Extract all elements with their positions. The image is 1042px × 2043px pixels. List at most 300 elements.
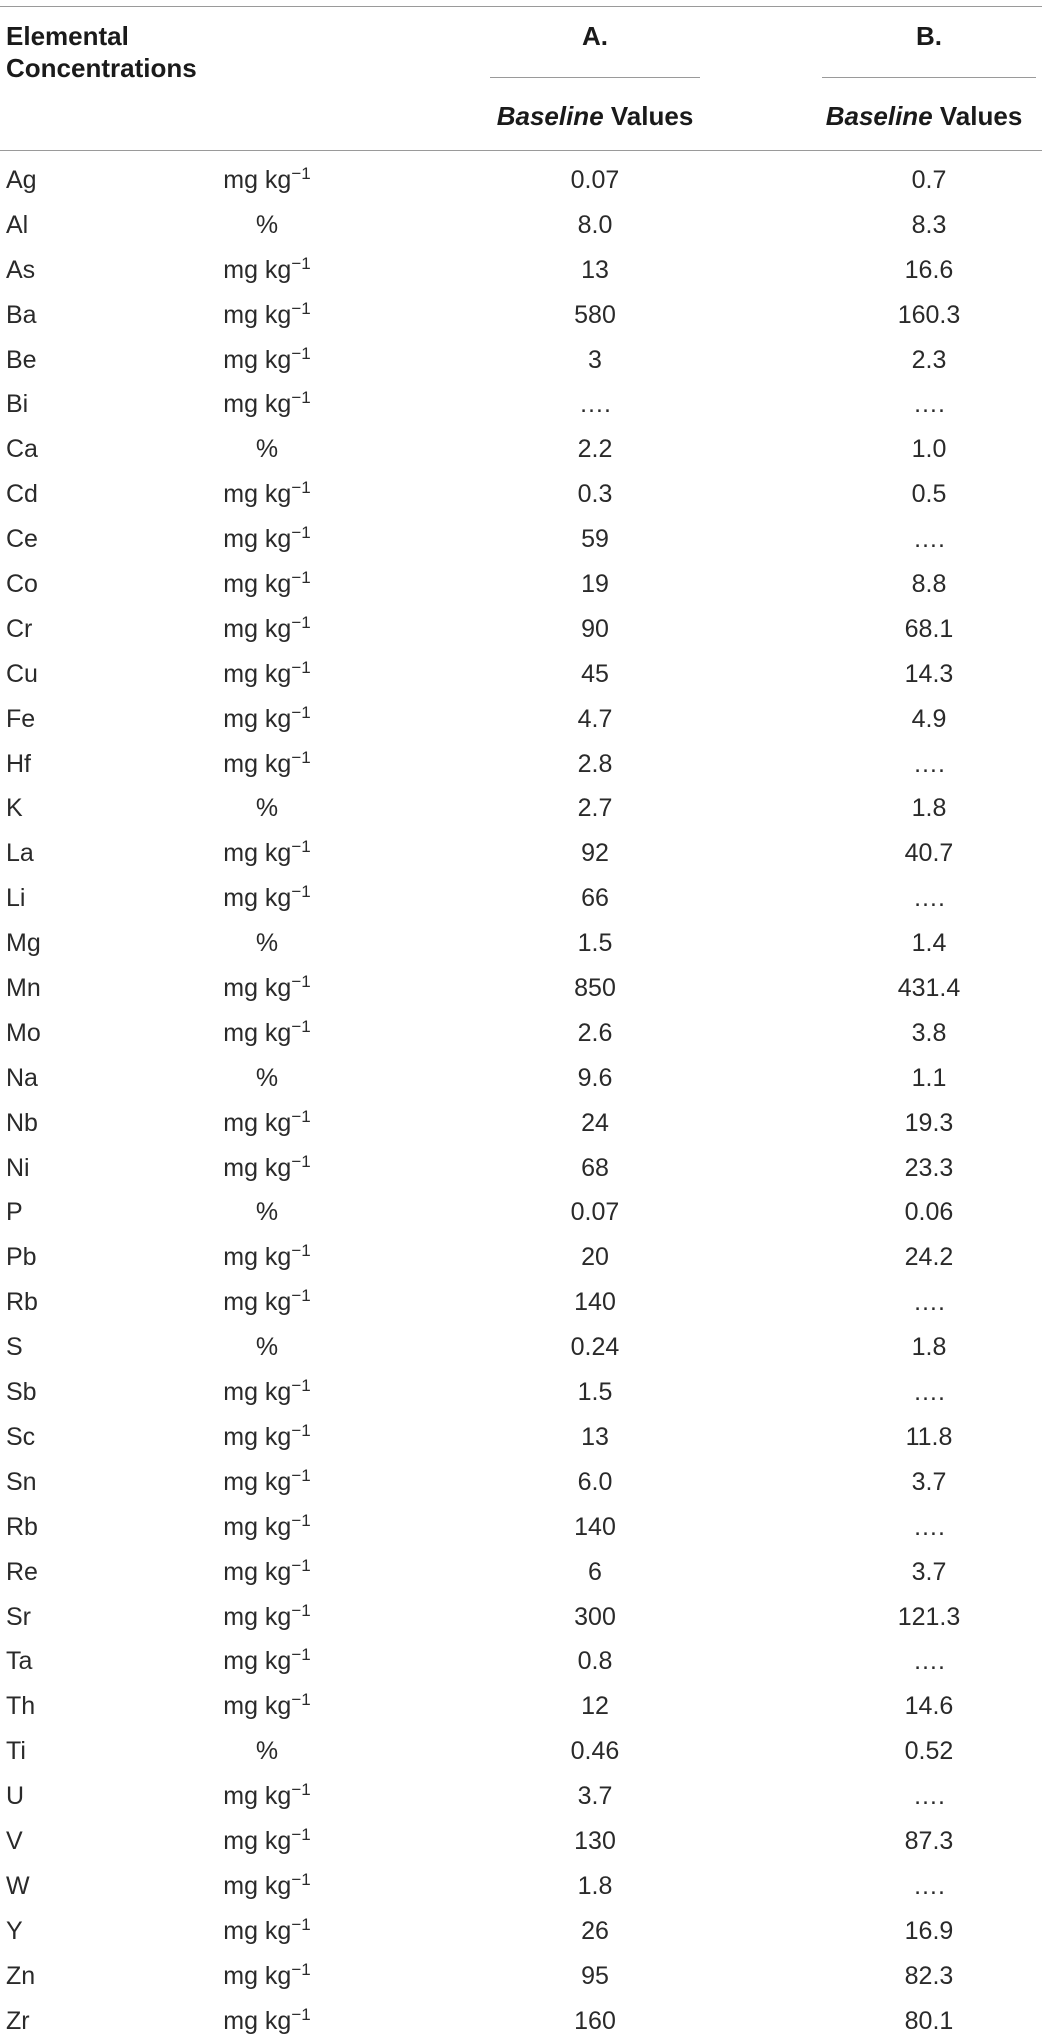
element-cell: Cr	[6, 614, 33, 643]
baseline-a-cell: 26	[581, 1916, 609, 1945]
column-a-spanner-rule	[490, 77, 700, 78]
baseline-b-cell: 19.3	[904, 1108, 954, 1137]
unit-cell	[186, 1639, 348, 1684]
baseline-b-cell: 8.3	[911, 210, 947, 239]
unit-text: %	[255, 1198, 279, 1227]
element-cell: Zn	[6, 1961, 36, 1990]
baseline-b-cell: ….	[913, 1782, 945, 1811]
unit-cell	[186, 1864, 348, 1909]
unit-text: mg kg	[223, 2006, 292, 2035]
table-row	[0, 1415, 1042, 1460]
baseline-b-cell: 8.8	[911, 570, 947, 599]
table-row	[0, 697, 1042, 742]
row-label-header: Elemental Concentrations	[6, 21, 197, 83]
baseline-a-cell: ….	[579, 390, 611, 419]
column-a-subheader-rest: Values	[603, 101, 694, 131]
baseline-b-cell: ….	[913, 1378, 945, 1407]
unit-exponent: −1	[291, 882, 311, 902]
table-row	[0, 1190, 1042, 1235]
baseline-b-cell: ….	[913, 1871, 945, 1900]
baseline-b-cell: 0.52	[904, 1737, 954, 1766]
unit-cell	[186, 427, 348, 472]
unit-text: mg kg	[223, 1826, 292, 1855]
unit-exponent: −1	[291, 657, 311, 677]
element-cell: Ce	[6, 525, 38, 554]
column-b-spanner-rule	[822, 77, 1036, 78]
baseline-a-cell: 1.5	[577, 929, 613, 958]
unit-text: mg kg	[223, 1557, 292, 1586]
element-cell: Ni	[6, 1153, 30, 1182]
baseline-b-cell: 1.1	[911, 1063, 947, 1092]
column-b-subheader-rest: Values	[932, 101, 1023, 131]
unit-cell	[186, 517, 348, 562]
element-cell: Sb	[6, 1378, 37, 1407]
table-row	[0, 562, 1042, 607]
baseline-b-cell: 0.06	[904, 1198, 954, 1227]
unit-text: mg kg	[223, 1916, 292, 1945]
table-row	[0, 921, 1042, 966]
element-cell: K	[6, 794, 23, 823]
element-cell: Rb	[6, 1512, 38, 1541]
baseline-a-cell: 140	[574, 1288, 616, 1317]
unit-exponent: −1	[291, 1555, 311, 1575]
table-row	[0, 1325, 1042, 1370]
unit-exponent: −1	[291, 1959, 311, 1979]
table-row	[0, 1280, 1042, 1325]
unit-text: %	[255, 929, 279, 958]
unit-text: mg kg	[223, 1512, 292, 1541]
table-row	[0, 203, 1042, 248]
baseline-a-cell: 2.7	[577, 794, 613, 823]
baseline-b-cell: 11.8	[905, 1422, 953, 1451]
table-row	[0, 1460, 1042, 1505]
unit-cell	[186, 562, 348, 607]
element-cell: W	[6, 1871, 30, 1900]
table-body	[0, 158, 1042, 2043]
element-cell: Ag	[6, 166, 37, 194]
unit-text: %	[255, 210, 279, 239]
unit-cell	[186, 607, 348, 652]
unit-exponent: −1	[291, 1376, 311, 1396]
element-cell: Fe	[6, 704, 36, 733]
baseline-a-cell: 59	[581, 525, 609, 554]
table-row	[0, 1595, 1042, 1640]
unit-cell	[186, 1774, 348, 1819]
table-top-rule	[0, 6, 1042, 7]
baseline-b-cell: 16.6	[904, 255, 954, 284]
table-row	[0, 786, 1042, 831]
table-row	[0, 293, 1042, 338]
unit-cell	[186, 1415, 348, 1460]
unit-cell	[186, 697, 348, 742]
unit-text: mg kg	[223, 345, 292, 374]
baseline-a-cell: 24	[581, 1108, 609, 1137]
baseline-b-cell: ….	[913, 884, 945, 913]
unit-exponent: −1	[291, 523, 311, 543]
element-cell: Cd	[6, 480, 38, 509]
unit-text: mg kg	[223, 659, 292, 688]
unit-text: mg kg	[223, 1692, 292, 1721]
baseline-a-cell: 160	[574, 2006, 616, 2035]
element-cell: U	[6, 1782, 25, 1811]
baseline-a-cell: 0.8	[577, 1647, 613, 1676]
unit-text: mg kg	[223, 1647, 292, 1676]
table-row	[0, 1999, 1042, 2043]
baseline-a-cell: 68	[581, 1153, 609, 1182]
baseline-a-cell: 6	[588, 1557, 602, 1586]
table-row	[0, 1101, 1042, 1146]
unit-exponent: −1	[291, 2004, 311, 2024]
table-row	[0, 876, 1042, 921]
table-row	[0, 1864, 1042, 1909]
table-row	[0, 1370, 1042, 1415]
element-cell: Sr	[6, 1602, 31, 1631]
baseline-a-cell: 6.0	[577, 1467, 613, 1496]
unit-cell	[186, 1101, 348, 1146]
unit-exponent: −1	[291, 972, 311, 992]
unit-text: mg kg	[223, 1961, 292, 1990]
table-row	[0, 1550, 1042, 1595]
baseline-b-cell: ….	[913, 390, 945, 419]
element-cell: P	[6, 1198, 23, 1227]
unit-exponent: −1	[291, 298, 311, 318]
baseline-b-cell: 3.8	[911, 1018, 947, 1047]
element-cell: Hf	[6, 749, 31, 778]
baseline-b-cell: 3.7	[911, 1467, 947, 1496]
unit-text: mg kg	[223, 1782, 292, 1811]
unit-exponent: −1	[291, 1510, 311, 1530]
unit-exponent: −1	[291, 1151, 311, 1171]
unit-cell	[186, 1595, 348, 1640]
baseline-a-cell: 8.0	[577, 210, 613, 239]
unit-cell	[186, 1460, 348, 1505]
unit-text: mg kg	[223, 749, 292, 778]
baseline-a-cell: 90	[581, 614, 609, 643]
baseline-b-cell: 23.3	[904, 1153, 954, 1182]
unit-cell	[186, 1819, 348, 1864]
unit-cell	[186, 338, 348, 383]
baseline-a-cell: 45	[581, 659, 609, 688]
unit-exponent: −1	[291, 1106, 311, 1126]
table-row	[0, 1146, 1042, 1191]
baseline-b-cell: 2.3	[911, 345, 947, 374]
unit-exponent: −1	[291, 164, 311, 183]
column-a-subheader	[470, 100, 720, 132]
unit-cell	[186, 831, 348, 876]
unit-text: mg kg	[223, 704, 292, 733]
table-row	[0, 427, 1042, 472]
table-row	[0, 1505, 1042, 1550]
unit-text: mg kg	[223, 884, 292, 913]
baseline-b-cell: 87.3	[904, 1826, 954, 1855]
baseline-b-cell: 1.8	[911, 1333, 947, 1362]
unit-text: %	[255, 1063, 279, 1092]
baseline-b-cell: 68.1	[904, 614, 954, 643]
element-cell: Ba	[6, 300, 37, 329]
unit-exponent: −1	[291, 1600, 311, 1620]
unit-exponent: −1	[291, 388, 311, 408]
baseline-b-cell: 0.5	[911, 480, 947, 509]
baseline-a-cell: 3	[588, 345, 602, 374]
unit-text: mg kg	[223, 1378, 292, 1407]
unit-cell	[186, 1235, 348, 1280]
baseline-b-cell: 160.3	[897, 300, 961, 329]
baseline-b-cell: 80.1	[904, 2006, 954, 2035]
unit-cell	[186, 1684, 348, 1729]
unit-text: mg kg	[223, 1288, 292, 1317]
table-row	[0, 1729, 1042, 1774]
unit-exponent: −1	[291, 1645, 311, 1665]
unit-cell	[186, 876, 348, 921]
column-b-subheader	[806, 100, 1042, 132]
element-cell: Re	[6, 1557, 38, 1586]
table-row	[0, 1639, 1042, 1684]
unit-cell	[186, 1729, 348, 1774]
unit-text: mg kg	[223, 1108, 292, 1137]
column-a-header: A.	[582, 21, 608, 51]
baseline-b-cell: 1.0	[911, 435, 947, 464]
table-row	[0, 652, 1042, 697]
baseline-a-cell: 13	[581, 255, 609, 284]
unit-cell	[186, 1909, 348, 1954]
unit-exponent: −1	[291, 1824, 311, 1844]
element-cell: Sc	[6, 1422, 36, 1451]
baseline-a-cell: 1.8	[577, 1871, 613, 1900]
unit-cell	[186, 652, 348, 697]
element-cell: Rb	[6, 1288, 38, 1317]
baseline-b-cell: ….	[913, 1512, 945, 1541]
element-cell: Bi	[6, 390, 29, 419]
baseline-b-cell: 0.7	[911, 166, 947, 194]
unit-exponent: −1	[291, 1869, 311, 1889]
unit-exponent: −1	[291, 1286, 311, 1306]
table-row	[0, 1235, 1042, 1280]
unit-text: mg kg	[223, 1422, 292, 1451]
unit-cell	[186, 1190, 348, 1235]
baseline-b-cell: 14.6	[904, 1692, 954, 1721]
baseline-a-cell: 19	[581, 570, 609, 599]
unit-text: mg kg	[223, 1153, 292, 1182]
unit-cell	[186, 1011, 348, 1056]
element-cell: Ta	[6, 1647, 33, 1676]
table-row	[0, 742, 1042, 787]
baseline-a-cell: 2.2	[577, 435, 613, 464]
element-cell: Mn	[6, 974, 41, 1003]
unit-text: %	[255, 794, 279, 823]
unit-exponent: −1	[291, 747, 311, 767]
table-row	[0, 1056, 1042, 1101]
baseline-a-cell: 13	[581, 1422, 609, 1451]
element-cell: Nb	[6, 1108, 38, 1137]
baseline-a-cell: 140	[574, 1512, 616, 1541]
unit-exponent: −1	[291, 837, 311, 857]
column-a-subheader-italic: Baseline	[496, 101, 604, 131]
table-row	[0, 1909, 1042, 1954]
unit-cell	[186, 382, 348, 427]
header-bottom-rule	[0, 150, 1042, 151]
unit-cell	[186, 1954, 348, 1999]
element-cell: Zr	[6, 2006, 30, 2035]
unit-text: %	[255, 1333, 279, 1362]
element-cell: Th	[6, 1692, 36, 1721]
element-cell: Al	[6, 210, 29, 239]
unit-text: mg kg	[223, 390, 292, 419]
element-cell: Ca	[6, 435, 38, 464]
unit-exponent: −1	[291, 1690, 311, 1710]
unit-text: mg kg	[223, 1602, 292, 1631]
element-cell: Y	[6, 1916, 23, 1945]
baseline-b-cell: ….	[913, 525, 945, 554]
unit-text: %	[255, 1737, 279, 1766]
table-row	[0, 1954, 1042, 1999]
table-row	[0, 517, 1042, 562]
element-cell: Pb	[6, 1243, 37, 1272]
unit-exponent: −1	[291, 1780, 311, 1800]
unit-cell	[186, 158, 348, 203]
table-row	[0, 1819, 1042, 1864]
table-row	[0, 966, 1042, 1011]
baseline-b-cell: 3.7	[911, 1557, 947, 1586]
unit-text: mg kg	[223, 1467, 292, 1496]
element-cell: La	[6, 839, 34, 868]
unit-cell	[186, 1370, 348, 1415]
unit-exponent: −1	[291, 1914, 311, 1934]
baseline-a-cell: 0.46	[570, 1737, 620, 1766]
element-cell: Na	[6, 1063, 38, 1092]
table-row	[0, 1684, 1042, 1729]
unit-text: mg kg	[223, 480, 292, 509]
baseline-a-cell: 0.07	[570, 166, 620, 194]
unit-cell	[186, 786, 348, 831]
unit-cell	[186, 1550, 348, 1595]
unit-text: mg kg	[223, 1871, 292, 1900]
element-cell: V	[6, 1826, 23, 1855]
unit-exponent: −1	[291, 1420, 311, 1440]
element-cell: Sn	[6, 1467, 37, 1496]
element-cell: Li	[6, 884, 26, 913]
unit-cell	[186, 248, 348, 293]
element-cell: Mg	[6, 929, 41, 958]
unit-text: mg kg	[223, 974, 292, 1003]
baseline-a-cell: 1.5	[577, 1378, 613, 1407]
table-row	[0, 1774, 1042, 1819]
element-cell: Ti	[6, 1737, 26, 1766]
baseline-b-cell: ….	[913, 1288, 945, 1317]
unit-cell	[186, 293, 348, 338]
baseline-a-cell: 0.3	[577, 480, 613, 509]
table-row	[0, 382, 1042, 427]
unit-text: mg kg	[223, 1243, 292, 1272]
unit-text: mg kg	[223, 300, 292, 329]
baseline-b-cell: 4.9	[911, 704, 947, 733]
unit-text: mg kg	[223, 614, 292, 643]
baseline-a-cell: 300	[574, 1602, 616, 1631]
unit-exponent: −1	[291, 1241, 311, 1261]
unit-text: mg kg	[223, 255, 292, 284]
table-row	[0, 607, 1042, 652]
unit-cell	[186, 1146, 348, 1191]
column-b-subheader-italic: Baseline	[825, 101, 933, 131]
element-cell: Be	[6, 345, 37, 374]
baseline-b-cell: 24.2	[904, 1243, 954, 1272]
baseline-a-cell: 92	[581, 839, 609, 868]
baseline-b-cell: 16.9	[904, 1916, 954, 1945]
unit-exponent: −1	[291, 1465, 311, 1485]
unit-exponent: −1	[291, 253, 311, 273]
baseline-b-cell: 1.8	[911, 794, 947, 823]
baseline-b-cell: 40.7	[904, 839, 954, 868]
unit-cell	[186, 203, 348, 248]
element-cell: Mo	[6, 1018, 41, 1047]
element-cell: As	[6, 255, 36, 284]
baseline-a-cell: 66	[581, 884, 609, 913]
unit-exponent: −1	[291, 478, 311, 498]
unit-text: %	[255, 435, 279, 464]
baseline-b-cell: 121.3	[897, 1602, 961, 1631]
unit-cell	[186, 472, 348, 517]
element-cell: Cu	[6, 659, 38, 688]
unit-exponent: −1	[291, 343, 311, 363]
table-row	[0, 831, 1042, 876]
unit-cell	[186, 966, 348, 1011]
baseline-a-cell: 0.07	[570, 1198, 620, 1227]
baseline-a-cell: 850	[574, 974, 616, 1003]
baseline-b-cell: 1.4	[911, 929, 947, 958]
baseline-a-cell: 95	[581, 1961, 609, 1990]
unit-text: mg kg	[223, 1018, 292, 1047]
baseline-a-cell: 9.6	[577, 1063, 613, 1092]
unit-exponent: −1	[291, 568, 311, 588]
baseline-b-cell: 14.3	[904, 659, 954, 688]
unit-text: mg kg	[223, 166, 292, 194]
baseline-a-cell: 4.7	[577, 704, 613, 733]
unit-cell	[186, 921, 348, 966]
table-row	[0, 338, 1042, 383]
unit-text: mg kg	[223, 839, 292, 868]
table-row	[0, 472, 1042, 517]
unit-cell	[186, 1325, 348, 1370]
baseline-a-cell: 3.7	[577, 1782, 613, 1811]
unit-exponent: −1	[291, 1016, 311, 1036]
unit-exponent: −1	[291, 702, 311, 722]
baseline-b-cell: 82.3	[904, 1961, 954, 1990]
table-row	[0, 1011, 1042, 1056]
unit-exponent: −1	[291, 612, 311, 632]
baseline-a-cell: 12	[581, 1692, 609, 1721]
unit-cell	[186, 1056, 348, 1101]
unit-cell	[186, 1505, 348, 1550]
element-cell: S	[6, 1333, 23, 1362]
column-b-header: B.	[916, 21, 942, 51]
baseline-a-cell: 580	[574, 300, 616, 329]
baseline-b-cell: ….	[913, 749, 945, 778]
baseline-a-cell: 130	[574, 1826, 616, 1855]
unit-text: mg kg	[223, 570, 292, 599]
baseline-a-cell: 2.8	[577, 749, 613, 778]
baseline-a-cell: 2.6	[577, 1018, 613, 1047]
unit-cell	[186, 742, 348, 787]
element-cell: Co	[6, 570, 38, 599]
unit-text: mg kg	[223, 525, 292, 554]
table-row	[0, 158, 1042, 203]
baseline-b-cell: ….	[913, 1647, 945, 1676]
baseline-a-cell: 20	[581, 1243, 609, 1272]
unit-cell	[186, 1280, 348, 1325]
baseline-b-cell: 431.4	[897, 974, 961, 1003]
unit-cell	[186, 1999, 348, 2043]
baseline-a-cell: 0.24	[570, 1333, 620, 1362]
table-row	[0, 248, 1042, 293]
